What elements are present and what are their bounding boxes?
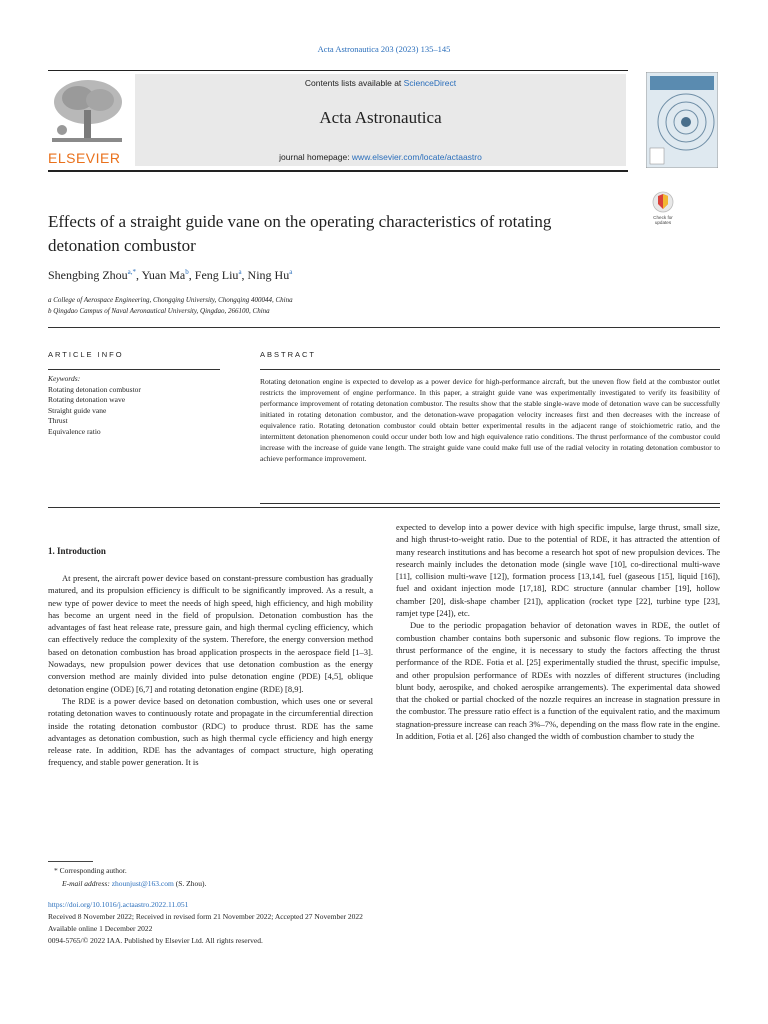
journal-cover-image[interactable]	[646, 72, 718, 168]
left-column	[48, 572, 373, 769]
header-top-rule	[48, 70, 628, 71]
abstract-bottom-rule	[260, 503, 720, 504]
author-name[interactable]: Feng Liu	[194, 268, 239, 282]
author-name[interactable]: Shengbing Zhou	[48, 268, 128, 282]
author-name[interactable]: Ning Hu	[247, 268, 290, 282]
svg-text:updates: updates	[654, 220, 672, 225]
abstract-text: Rotating detonation engine is expected to develop as a power device for high-performance aircraft, but the uneven flow field at the combustor outlet restricts the improvement of engine performance. In this paper, a straight guide vane was experimentally investigated to verify its feasibility of performance improvement of rotating detonation combustor. The results show that the stable single-wave mode of detonation wave can be successfully initiated in rotating detonation combustor, and the detonation-wave propagation velocity increases first and then decreases with the increase of equivalence ratio. Rotating detonation combustor could obtain better experimental results in the adjacent range of stoichiometric ratio, and the intermittent detonation phenomenon could occur under both low and high equivalence ratio conditions. The thrust performance of the combustor could increase with the increase of guide vane length. The straight guide vane could make full use of the radial velocity in rotating detonation combustor to achieve performance improvement.	[260, 377, 720, 463]
doi-link[interactable]: https://doi.org/10.1016/j.actaastro.2022.11.051	[48, 900, 189, 909]
author-affiliation-mark[interactable]: b	[185, 268, 189, 276]
email-line	[62, 879, 206, 888]
author-affiliation-mark[interactable]: a	[238, 268, 242, 276]
affiliation-b: b Qingdao Campus of Naval Aeronautical University, Qingdao, 266100, China	[48, 307, 270, 315]
copyright-line: 0094-5765/© 2022 IAA. Published by Elsevier Ltd. All rights reserved.	[48, 936, 263, 945]
keyword-item: Rotating detonation wave	[48, 395, 126, 404]
article-info-heading: ARTICLE INFO	[48, 350, 124, 359]
homepage-prefix: journal homepage:	[279, 152, 352, 162]
email-label: E-mail address:	[62, 879, 112, 888]
affiliation-a: a College of Aerospace Engineering, Chongqing University, Chongqing 400044, China	[48, 296, 293, 304]
abstract-heading: ABSTRACT	[260, 350, 317, 359]
elsevier-tree-logo	[48, 76, 126, 148]
abstract-rule	[260, 369, 720, 370]
journal-homepage	[135, 152, 626, 162]
homepage-link[interactable]: www.elsevier.com/locate/actaastro	[351, 152, 482, 162]
contents-lists	[135, 78, 626, 88]
elsevier-wordmark: ELSEVIER	[48, 150, 121, 166]
keyword-item: Equivalence ratio	[48, 426, 101, 436]
affiliation-rule	[48, 327, 720, 328]
body-paragraph: The RDE is a power device based on detonation combustion, which uses one or several rotating detonation waves to continuously rotate and propagate in the circumferential direction inside the rotating detonation combustor (RDC) to produce thrust. RDE has the same advantages as detonation combustion, such as high thermal cycle efficiency and high energy release rate. In addition, RDE has the advantages of compact structure, high operating frequency, and stable power generation. It is	[48, 695, 373, 768]
body-top-rule	[48, 507, 720, 508]
email-suffix: (S. Zhou).	[173, 879, 207, 888]
available-online: Available online 1 December 2022	[48, 924, 153, 933]
corresponding-author-note: * Corresponding author.	[54, 866, 127, 875]
author-name[interactable]: Yuan Ma	[141, 268, 186, 282]
body-paragraph: Due to the periodic propagation behavior of detonation waves in RDE, the outlet of combustion chamber contains both supersonic and subsonic flow regions. To improve the thrust performance of the engine, it is necessary to study the factors affecting the thrust performance of the RDE. Fotia et al. [25] experimentally studied the thrust, specific impulse, and other propulsion performance of RDEs with nozzles of different structures (including blunt body, aerospike, and choked aerospike arrangements). The experimental data showed that the choked or partial chocked of the nozzle requires an increase in stagnation pressure in the combustor. The pressure ratio effect is a function of the equivalent ratio, and the maximum stagnation-pressure increase can reach 3%–7%, depending on the mass flow rate in the engine. In addition, Fotia et al. [26] also changed the width of combustion chamber to study the	[396, 620, 720, 742]
keyword-item: Rotating detonation combustor	[48, 384, 141, 394]
right-column	[396, 521, 720, 742]
journal-citation[interactable]: Acta Astronautica 203 (2023) 135–145	[317, 44, 451, 54]
article-title: Effects of a straight guide vane on the operating characteristics of rotating detonation combustor	[48, 212, 552, 255]
footnote-rule	[48, 861, 93, 862]
body-paragraph: expected to develop into a power device with high specific impulse, large thrust, small size, and high thrust-to-weight ratio. Due to the potential of RDE, it has attracted the attention of many research institutions and has become a research hot spot of new propulsion devices. The research mainly includes the detonation mode (single wave [10], co-directional multi-wave [11], collision multi-wave [12]), formation process [13,14], fuel (gaseous [15], liquid [16]), fuel and oxidant injection mode [17,18], RDC structure (annular chamber [19], hollow chamber [20], disk-shape chamber [21]), application (rocket type [22], turbine type [23], ramjet type [24]), etc.	[396, 522, 720, 619]
keywords-label: Keywords:	[48, 374, 81, 383]
check-for-updates-icon[interactable]	[650, 191, 676, 229]
received-dates: Received 8 November 2022; Received in revised form 21 November 2022; Accepted 27 November 2022	[48, 912, 363, 921]
keywords-block	[48, 374, 141, 437]
keyword-item: Thrust	[48, 416, 68, 425]
article-info-rule	[48, 369, 220, 370]
author-affiliation-mark[interactable]: a	[289, 268, 293, 276]
keyword-item: Straight guide vane	[48, 405, 107, 415]
svg-text:Check for: Check for	[653, 215, 673, 220]
section-heading: 1. Introduction	[48, 546, 106, 556]
journal-name: Acta Astronautica	[319, 108, 442, 127]
email-link[interactable]: zhounjust@163.com	[111, 879, 174, 888]
author-list: Shengbing Zhou$^{a,*}$, Yuan Ma$^b$, Feng Liu$^a$, Ning Hu$^a$	[48, 268, 293, 282]
contents-prefix: Contents lists available at	[304, 78, 404, 88]
body-paragraph: At present, the aircraft power device based on constant-pressure combustion has gradually matured, and its propulsion efficiency is difficult to be significantly improved. As a result, a new type of power device to meet the needs of high speed, high efficiency, and high mobility has become an urgent need in the field of propulsion. Detonation combustion has the advantages of fast heat release rate, pressure gain, and high thermal cycling efficiency, which can effectively reduce the complexity of the system. Therefore, the energy conversion method based on detonation combustion has broad application prospects in the aerospace field [1–3]. Nowadays, new propulsion power devices that use detonation combustion as the energy conversion method are mainly divided into pulse detonation engine (PDE) [4,5], oblique detonation engine (ODE) [6,7] and rotating detonation engine (RDE) [8,9].	[48, 573, 373, 694]
author-affiliation-mark[interactable]: a,*	[127, 268, 137, 276]
header-bottom-rule	[48, 170, 628, 172]
sciencedirect-link[interactable]: ScienceDirect	[403, 78, 457, 88]
